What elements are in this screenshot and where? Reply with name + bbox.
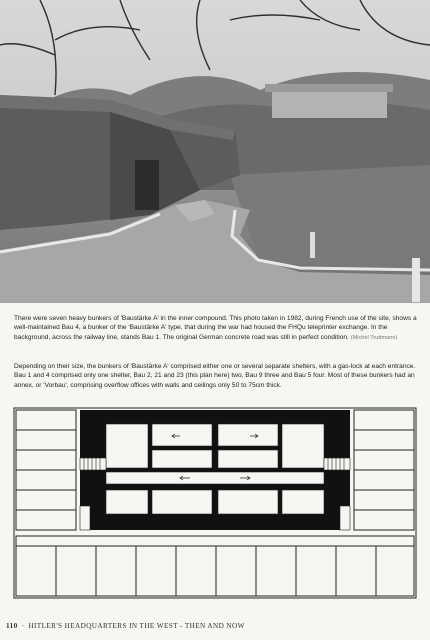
page-footer [6, 620, 426, 632]
footer-separator: · [21, 622, 25, 630]
body-paragraph: Depending on their size, the bunkers of 'Baustärke A' comprised either one or several separate shelters, with a gas-lock at each entrance. Bau 1 and 4 comprised only one shelter, Bau 2, 21 and 23 (this plan here) two, Bau 9 three and Bau 5 four. Most of these bunkers had an annex, or 'Vorbau', comprising overflow offices with walls and ceilings only 50 to 75cm thick. [14, 363, 416, 389]
bunker-photograph [0, 0, 430, 303]
photo-credit: (Michel Truttmann) [350, 334, 398, 341]
floor-plan-drawing [10, 406, 420, 610]
running-title: HITLER'S HEADQUARTERS IN THE WEST - THEN AND NOW [28, 622, 245, 630]
bunker-photo-illustration [0, 0, 430, 303]
page-number: 110 [6, 622, 18, 630]
photo-caption [14, 314, 418, 343]
bunker-floor-plan [10, 406, 420, 610]
caption-text: There were seven heavy bunkers of 'Baustärke A' in the inner compound. This photo taken in 1982, during French use of the site, shows a well-maintained Bau 4, a bunker of the 'Baustärke A' type, that during the war had housed the FHQu teleprinter exchange. In the background, across the railway line, stands Bau 1. The original German concrete road was still in perfect condition. [14, 315, 417, 341]
